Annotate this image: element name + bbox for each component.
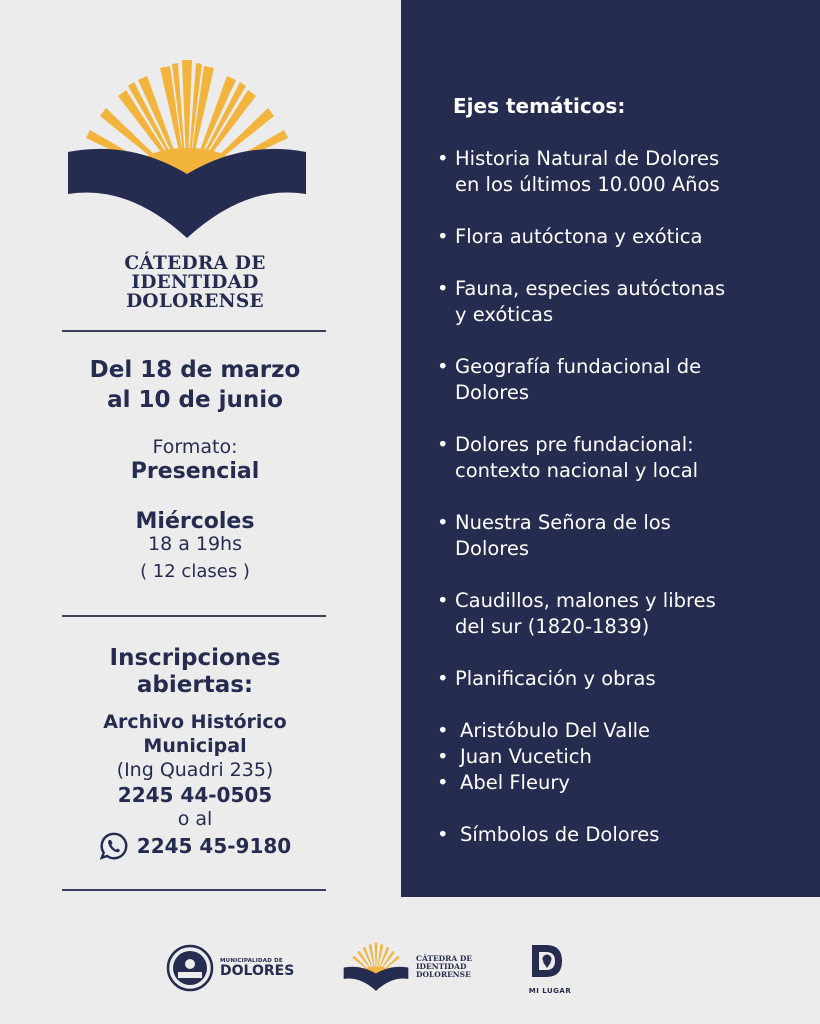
course-dates bbox=[40, 355, 350, 415]
inscriptions-line: Inscripciones bbox=[109, 645, 281, 671]
whatsapp-number: 2245 45-9180 bbox=[136, 834, 292, 858]
inscriptions-heading bbox=[40, 645, 350, 699]
municipality-logo bbox=[166, 944, 294, 992]
topic-item: • Dolores pre fundacional: contexto nacional y local bbox=[437, 432, 807, 484]
topic-item: • Caudillos, malones y libres del sur (1820-1839) bbox=[437, 588, 807, 640]
topic-item: • Fauna, especies autóctonas y exóticas bbox=[437, 276, 807, 328]
topics-title: Ejes temáticos: bbox=[453, 94, 626, 118]
divider bbox=[62, 330, 326, 332]
org-title-line: CÁTEDRA DE bbox=[124, 253, 266, 274]
whatsapp-contact bbox=[40, 831, 350, 861]
catedra-footer-line: DOLORENSE bbox=[416, 970, 471, 979]
catedra-footer-logo bbox=[342, 942, 472, 992]
mi-lugar-label: MI LUGAR bbox=[528, 987, 572, 995]
divider bbox=[62, 889, 326, 891]
topic-item: • Aristóbulo Del Valle bbox=[437, 718, 807, 744]
catedra-footer-line: IDENTIDAD bbox=[416, 962, 467, 971]
topic-item: • Nuestra Señora de los Dolores bbox=[437, 510, 807, 562]
place-line: Municipal bbox=[143, 735, 247, 757]
sun-book-logo bbox=[64, 58, 310, 242]
topic-item: • Flora autóctona y exótica bbox=[437, 224, 807, 250]
dates-line: al 10 de junio bbox=[107, 387, 283, 413]
org-title bbox=[40, 254, 350, 311]
whatsapp-icon bbox=[99, 831, 129, 861]
format-label: Formato: bbox=[152, 436, 238, 458]
sun-book-logo bbox=[342, 942, 410, 992]
dates-line: Del 18 de marzo bbox=[89, 357, 301, 383]
or-text: o al bbox=[177, 808, 213, 830]
topic-item: • Geografía fundacional de Dolores bbox=[437, 354, 807, 406]
mi-lugar-logo bbox=[528, 941, 572, 995]
place-line: Archivo Histórico bbox=[103, 711, 287, 733]
topic-item: • Planificación y obras bbox=[437, 666, 807, 692]
municipality-label: MUNICIPALIDAD DE bbox=[220, 958, 283, 964]
topic-item: • Símbolos de Dolores bbox=[437, 822, 807, 848]
org-title-line: DOLORENSE bbox=[126, 291, 264, 312]
course-classes: ( 12 clases ) bbox=[140, 561, 250, 582]
topic-item: • Juan Vucetich bbox=[437, 744, 807, 770]
municipal-seal-icon bbox=[166, 944, 214, 992]
mi-lugar-icon bbox=[528, 941, 572, 981]
divider bbox=[62, 615, 326, 617]
course-hours: 18 a 19hs bbox=[147, 533, 243, 555]
topic-item: • Historia Natural de Dolores en los últimos 10.000 Años bbox=[437, 146, 807, 198]
catedra-footer-line: CÁTEDRA DE bbox=[416, 954, 473, 963]
topics-list bbox=[437, 146, 807, 874]
inscriptions-line: abiertas: bbox=[136, 672, 254, 698]
phone-number: 2245 44-0505 bbox=[117, 783, 273, 807]
org-title-line: IDENTIDAD bbox=[131, 272, 259, 293]
place-address: (Ing Quadri 235) bbox=[116, 759, 274, 781]
topic-item: • Abel Fleury bbox=[437, 770, 807, 796]
format-value: Presencial bbox=[130, 459, 260, 484]
municipality-name: DOLORES bbox=[220, 963, 295, 979]
catedra-footer-title bbox=[416, 955, 472, 979]
place-name bbox=[40, 710, 350, 758]
info-panel bbox=[0, 0, 400, 900]
topics-panel bbox=[401, 0, 820, 897]
course-day: Miércoles bbox=[135, 509, 255, 534]
